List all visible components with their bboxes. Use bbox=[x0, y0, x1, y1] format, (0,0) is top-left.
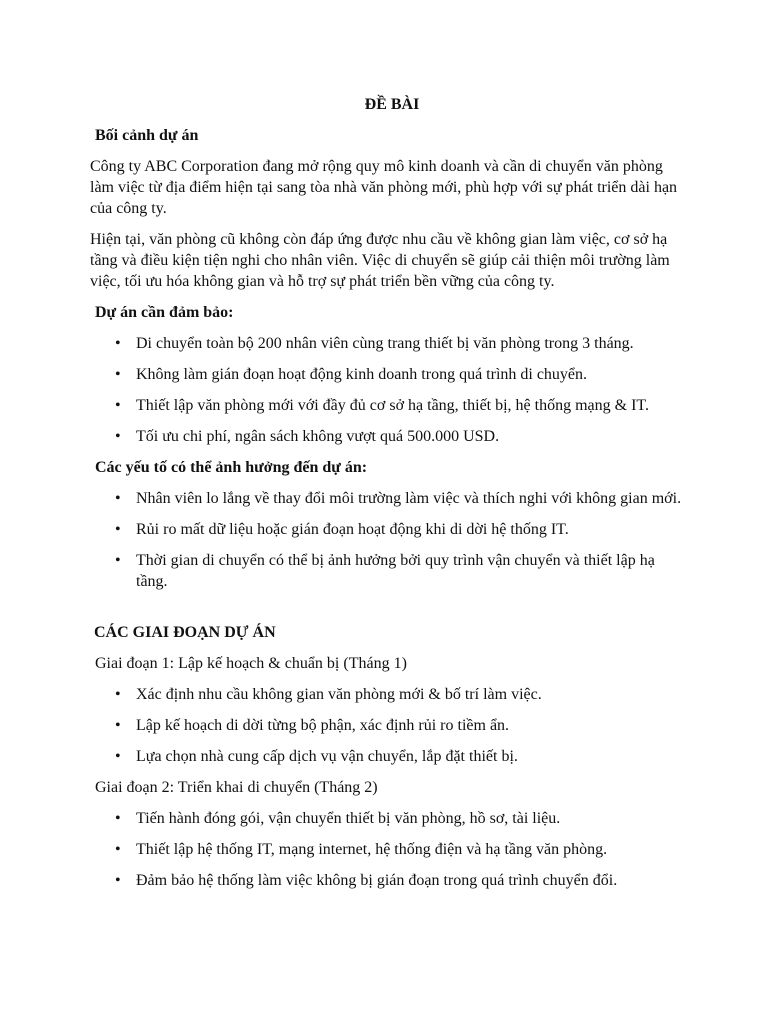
list-item-text: Lập kế hoạch di dời từng bộ phận, xác định rủi ro tiềm ẩn. bbox=[136, 717, 510, 734]
list-item-text: Không làm gián đoạn hoạt động kinh doanh trong quá trình di chuyển. bbox=[136, 366, 588, 383]
section-spacer bbox=[90, 602, 690, 622]
requirements-heading: Dự án cần đảm bảo: bbox=[95, 304, 234, 321]
bullet-icon: • bbox=[115, 686, 121, 703]
bullet-icon: • bbox=[115, 748, 121, 765]
bullet-icon: • bbox=[115, 428, 121, 445]
list-item-text: Di chuyển toàn bộ 200 nhân viên cùng trang thiết bị văn phòng trong 3 tháng. bbox=[136, 335, 634, 352]
list-item bbox=[90, 715, 690, 736]
document-page bbox=[90, 94, 690, 901]
risks-heading: Các yếu tố có thể ảnh hưởng đến dự án: bbox=[95, 459, 368, 476]
phases-section-title-text: CÁC GIAI ĐOẠN DỰ ÁN bbox=[94, 624, 276, 641]
context-paragraph-2: Hiện tại, văn phòng cũ không còn đáp ứng được nhu cầu về không gian làm việc, cơ sở hạ tầng và điều kiện tiện nghi cho nhân viên. Việc di chuyển sẽ giúp cải thiện môi trường làm việc, tối ưu hóa không gian và hỗ trợ sự phát triển bền vững của công ty. bbox=[90, 231, 670, 290]
document-title bbox=[90, 94, 690, 115]
list-item bbox=[90, 395, 690, 416]
list-item bbox=[90, 746, 690, 767]
list-item bbox=[90, 839, 690, 860]
bullet-icon: • bbox=[115, 717, 121, 734]
context-heading: Bối cảnh dự án bbox=[95, 127, 199, 144]
bullet-icon: • bbox=[115, 810, 121, 827]
list-item bbox=[90, 488, 690, 509]
list-item-text: Nhân viên lo lắng về thay đổi môi trường làm việc và thích nghi với không gian mới. bbox=[136, 490, 682, 507]
phase-1-list bbox=[90, 684, 690, 767]
context-paragraph-1: Công ty ABC Corporation đang mở rộng quy mô kinh doanh và cần di chuyển văn phòng làm việc từ địa điểm hiện tại sang tòa nhà văn phòng mới, phù hợp với sự phát triển dài hạn của công ty. bbox=[90, 158, 678, 217]
list-item-text: Thời gian di chuyển có thể bị ảnh hưởng bởi quy trình vận chuyển và thiết lập hạ tầng. bbox=[136, 552, 655, 590]
list-item bbox=[90, 519, 690, 540]
bullet-icon: • bbox=[115, 841, 121, 858]
list-item bbox=[90, 870, 690, 891]
list-item-text: Tối ưu chi phí, ngân sách không vượt quá 500.000 USD. bbox=[136, 428, 500, 445]
list-item-text: Thiết lập hệ thống IT, mạng internet, hệ thống điện và hạ tầng văn phòng. bbox=[136, 841, 608, 858]
list-item bbox=[90, 333, 690, 354]
bullet-icon: • bbox=[115, 521, 121, 538]
bullet-icon: • bbox=[115, 335, 121, 352]
phase-2-list bbox=[90, 808, 690, 891]
list-item bbox=[90, 550, 690, 592]
bullet-icon: • bbox=[115, 552, 121, 569]
phase-2-label: Giai đoạn 2: Triển khai di chuyển (Tháng 2) bbox=[95, 779, 378, 796]
list-item-text: Lựa chọn nhà cung cấp dịch vụ vận chuyển, lắp đặt thiết bị. bbox=[136, 748, 518, 765]
requirements-list bbox=[90, 333, 690, 447]
list-item-text: Rủi ro mất dữ liệu hoặc gián đoạn hoạt động khi di dời hệ thống IT. bbox=[136, 521, 569, 538]
list-item bbox=[90, 684, 690, 705]
bullet-icon: • bbox=[115, 872, 121, 889]
list-item-text: Tiến hành đóng gói, vận chuyển thiết bị văn phòng, hồ sơ, tài liệu. bbox=[136, 810, 561, 827]
list-item-text: Đảm bảo hệ thống làm việc không bị gián đoạn trong quá trình chuyển đổi. bbox=[136, 872, 618, 889]
bullet-icon: • bbox=[115, 490, 121, 507]
document-title-text: ĐỀ BÀI bbox=[364, 96, 420, 113]
list-item bbox=[90, 426, 690, 447]
bullet-icon: • bbox=[115, 397, 121, 414]
phases-section-title bbox=[90, 622, 690, 643]
list-item-text: Thiết lập văn phòng mới với đầy đủ cơ sở hạ tầng, thiết bị, hệ thống mạng & IT. bbox=[136, 397, 650, 414]
bullet-icon: • bbox=[115, 366, 121, 383]
risks-list bbox=[90, 488, 690, 592]
list-item bbox=[90, 364, 690, 385]
list-item bbox=[90, 808, 690, 829]
list-item-text: Xác định nhu cầu không gian văn phòng mới & bố trí làm việc. bbox=[136, 686, 542, 703]
phase-1-label: Giai đoạn 1: Lập kế hoạch & chuẩn bị (Tháng 1) bbox=[95, 655, 407, 672]
